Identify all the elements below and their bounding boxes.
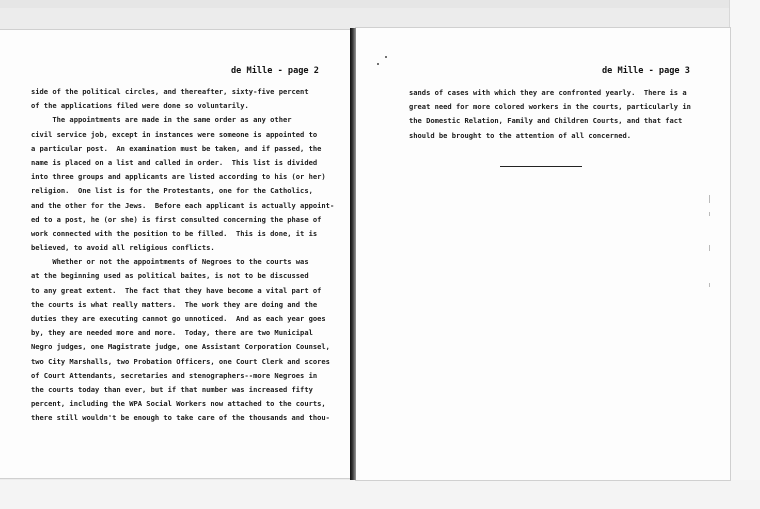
left-page-text-line: The appointments are made in the same order as any other — [31, 115, 292, 125]
left-page-text-line: believed, to avoid all religious conflicts. — [31, 243, 215, 253]
left-page-body — [31, 85, 334, 426]
left-page-text-line: into three groups and applicants are listed according to his (or her) — [31, 172, 326, 182]
scan-right-margin — [729, 0, 760, 509]
left-page-text-line: of the applications filed were done so voluntarily. — [31, 101, 249, 111]
right-page-header: de Mille - page 3 — [602, 66, 690, 76]
scan-margin-mark — [709, 283, 710, 287]
scan-margin-mark — [709, 195, 710, 203]
right-page-text-line: the Domestic Relation, Family and Children Courts, and that fact — [409, 116, 683, 126]
left-page-text-line: of Court Attendants, secretaries and stenographers--more Negroes in — [31, 370, 318, 380]
left-page-text-line: ed to a post, he (or she) is first consulted concerning the phase of — [31, 214, 322, 224]
left-page-text-line: the courts is what really matters. The work they are doing and the — [31, 299, 318, 309]
left-page-text-line: the courts today than ever, but if that number was increased fifty — [31, 384, 313, 394]
left-page-text-line: civil service job, except in instances were someone is appointed to — [31, 129, 318, 139]
scan-speck — [377, 63, 379, 65]
left-page-text-line: to any great extent. The fact that they have become a vital part of — [31, 285, 322, 295]
left-page-text-line: Negro judges, one Magistrate judge, one Assistant Corporation Counsel, — [31, 342, 330, 352]
left-page-text-line: side of the political circles, and thereafter, sixty-five percent — [31, 87, 309, 96]
left-page-text-line: percent, including the WPA Social Workers now attached to the courts, — [31, 399, 326, 409]
scan-bottom-margin — [0, 480, 760, 509]
left-page-text-line: at the beginning used as political baites, is not to be discussed — [31, 271, 309, 281]
left-page-text-line: religion. One list is for the Protestants, one for the Catholics, — [31, 186, 313, 196]
scan-margin-mark — [709, 212, 710, 216]
left-page-text-line: and the other for the Jews. Before each applicant is actually appoint- — [31, 200, 335, 210]
right-page-text-line: sands of cases with which they are confronted yearly. There is a — [409, 88, 687, 97]
left-page-text-line: there still wouldn't be enough to take care of the thousands and thou- — [31, 413, 330, 423]
right-page-body — [409, 86, 691, 143]
left-page-text-line: work connected with the position to be filled. This is done, it is — [31, 228, 318, 238]
left-page-text-line: two City Marshalls, two Probation Officers, one Court Clerk and scores — [31, 356, 330, 366]
section-divider-rule — [500, 166, 582, 167]
left-page-text-line: name is placed on a list and called in order. This list is divided — [31, 157, 318, 167]
right-page-text-line: should be brought to the attention of all concerned. — [409, 130, 632, 140]
scan-margin-mark — [709, 245, 710, 251]
scan-top-edge — [0, 0, 760, 8]
right-page-text-line: great need for more colored workers in the courts, particularly in — [409, 102, 691, 112]
left-page-text-line: a particular post. An examination must be taken, and if passed, the — [31, 143, 322, 153]
left-page-text-line: by, they are needed more and more. Today, there are two Municipal — [31, 328, 313, 338]
left-page-text-line: Whether or not the appointments of Negroes to the courts was — [31, 257, 309, 267]
left-page-header: de Mille - page 2 — [231, 66, 319, 76]
book-gutter — [350, 28, 356, 480]
scan-speck — [385, 56, 387, 58]
left-page-text-line: duties they are executing cannot go unnoticed. And as each year goes — [31, 314, 326, 323]
